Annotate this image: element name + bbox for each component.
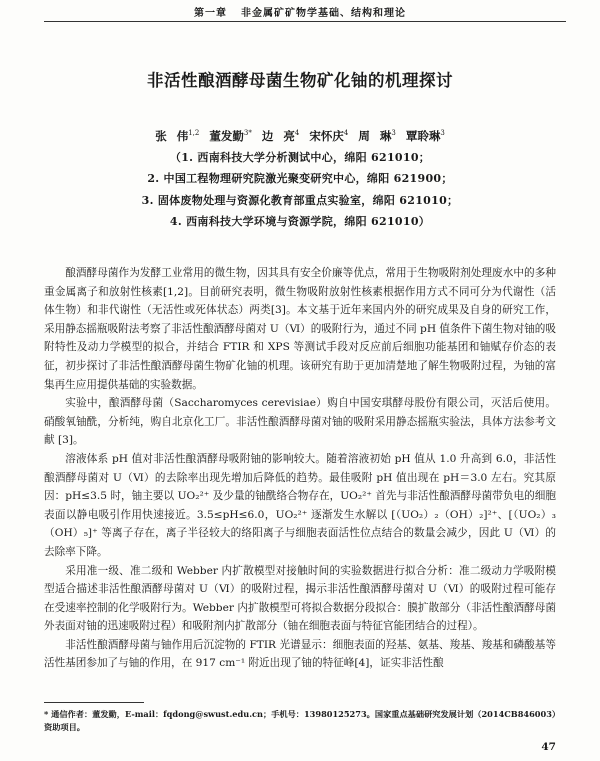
page-number: 47	[541, 741, 556, 753]
author: 边 亮$^4$	[261, 129, 300, 143]
running-head-chapter: 第一章	[194, 8, 227, 19]
paragraph-intro: 酿酒酵母菌作为发酵工业常用的微生物，因其具有安全价廉等优点，常用于生物吸附剂处理废水中的多种重金属离子和放射性核素[1,2]。目前研究表明，微生物吸附放射性核素根据作用方式不同可分为代谢性（活体生物）和非代谢性（无活性或死体状态）两类[3]。本文基于近年来国内外的研究成果及自身的研究工作，采用静态摇瓶吸附法考察了非活性酿酒酵母菌对 U（Ⅵ）的吸附行为，通过不同 pH 值条件下菌生物对铀的吸附特性及动力学模型的拟合，并结合 FTIR 和 XPS 等测试手段对反应前后细胞功能基团和铀赋存价态的表征，初步探讨了非活性酿酒酵母菌生物矿化铀的机理。该研究有助于更加清楚地了解生物吸附过程，为铀的富集再生应用提供基础的实验数据。	[44, 267, 556, 391]
running-head-topic: 非金属矿矿物学基础、结构和理论	[241, 8, 406, 19]
affiliation-1: （1. 西南科技大学分析测试中心，绵阳 621010；	[169, 151, 431, 164]
paragraph-kinetics: 采用准一级、准二级和 Webber 内扩散模型对接触时间的实验数据进行拟合分析：准二级动力学吸附模型适合描述非活性酿酒酵母菌对 U（Ⅵ）的吸附过程，揭示非活性酿酒酵母菌对 U（Ⅵ）的吸附过程可能存在受速率控制的化学吸附行为。Webber 内扩散模型可将拟合数据分段拟合：膜扩散部分（非活性酿酒酵母菌外表面对铀的迅速吸附过程）和吸附剂内扩散部分（铀在细胞表面与特征官能团结合的过程）。	[44, 564, 556, 633]
footnote: * 通信作者：董发勤，E-mail：fqdong@swust.edu.cn；手机号：13980125273。国家重点基础研究发展计划（2014CB846003）资助项目。	[44, 709, 556, 732]
paragraph-ph-effect: 溶液体系 pH 值对非活性酿酒酵母吸附铀的影响较大。随着溶液初始 pH 值从 1.0 升高到 6.0，非活性酿酒酵母菌对 U（Ⅵ）的去除率出现先增加后降低的趋势。最佳吸附 pH 值出现在 pH＝3.0 左右。究其原因：pH≤3.5 时，铀主要以 UO₂²⁺ 及少量的铀酰络合物存在，UO₂²⁺ 首先与非活性酿酒酵母菌带负电的细胞表面以静电吸引作用快速接近。3.5≤pH≤6.0，UO₂²⁺ 逐渐发生水解以 [（UO₂）₂（OH）₂]²⁺、[（UO₂）₃（OH）₅]⁺ 等离子存在，离子半径较大的络阳离子与细胞表面活性位点结合的数量会减少，因此 U（Ⅵ）的去除率下降。	[44, 452, 556, 558]
running-head	[0, 4, 600, 19]
paragraph-ftir: 非活性酿酒酵母菌与铀作用后沉淀物的 FTIR 光谱显示：细胞表面的羟基、氨基、羧基、羧基和磷酸基等活性基团参加了与铀的作用，在 917 cm⁻¹ 附近出现了铀的特征峰[4]，证实非活性酿	[44, 638, 556, 670]
author: 董发勤$^{3*}$	[209, 129, 252, 143]
affiliation-2: 2. 中国工程物理研究院激光聚变研究中心，绵阳 621900；	[147, 172, 453, 185]
author: 张 伟$^{1,2}$	[155, 129, 200, 143]
header-rule	[44, 21, 566, 22]
body-text	[44, 264, 556, 673]
author: 周 琳$^3$	[358, 129, 396, 143]
author: 覃聆琳$^3$	[405, 129, 445, 143]
article-title: 非活性酿酒酵母菌生物矿化铀的机理探讨	[147, 71, 453, 90]
author: 宋怀庆$^4$	[309, 129, 349, 143]
paragraph-materials: 实验中，酿酒酵母菌（Saccharomyces cerevisiae）购自中国安琪酵母股份有限公司，灭活后使用。硝酸氧铀酰，分析纯，购自北京化工厂。非活性酿酒酵母菌对铀的吸附采用静态摇瓶实验法，具体方法参考文献 [3]。	[44, 397, 556, 447]
affiliation-3: 3. 固体废物处理与资源化教育部重点实验室，绵阳 621010；	[141, 194, 459, 207]
author-line	[0, 128, 600, 144]
affiliation-4: 4. 西南科技大学环境与资源学院，绵阳 621010）	[169, 215, 431, 228]
footnote-rule	[44, 702, 144, 703]
